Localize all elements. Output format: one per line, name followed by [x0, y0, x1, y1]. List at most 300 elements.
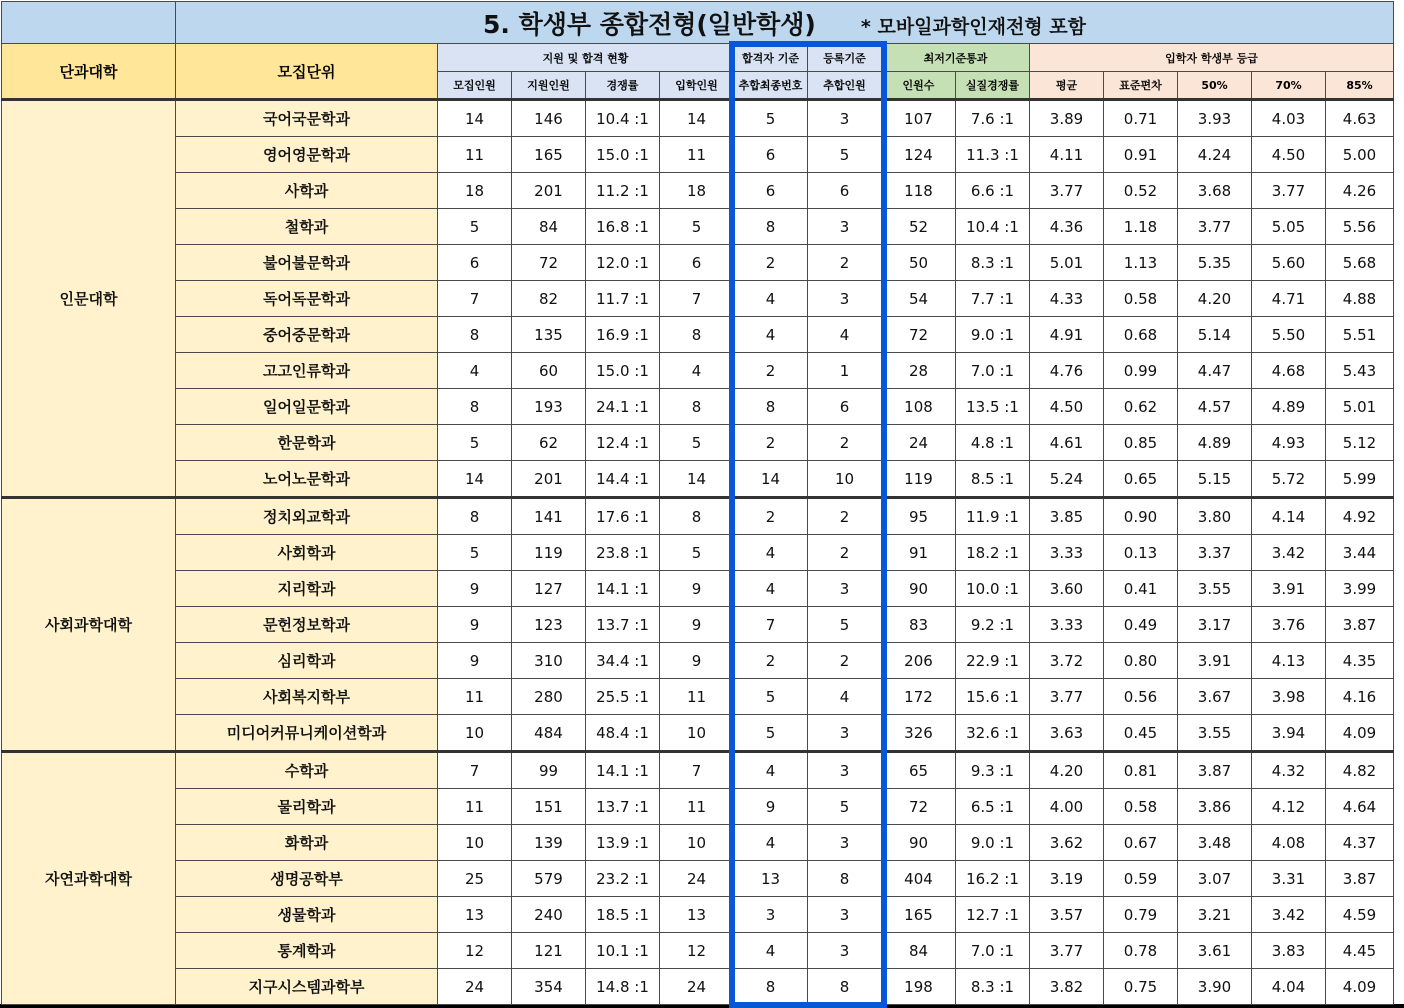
- data-cell: 4: [438, 353, 512, 389]
- data-cell: 0.56: [1104, 679, 1178, 715]
- data-cell: 5: [660, 535, 734, 571]
- data-cell: 10: [808, 461, 882, 498]
- data-cell: 4.13: [1252, 643, 1326, 679]
- data-cell: 3.33: [1030, 607, 1104, 643]
- dept-name: 수학과: [176, 752, 438, 789]
- dept-name: 독어독문학과: [176, 281, 438, 317]
- dept-name: 철학과: [176, 209, 438, 245]
- page-subtitle: * 모바일과학인재전형 포함: [860, 15, 1086, 38]
- data-cell: 0.49: [1104, 607, 1178, 643]
- data-cell: 9: [734, 789, 808, 825]
- data-cell: 5.00: [1326, 137, 1394, 173]
- data-cell: 3.77: [1030, 933, 1104, 969]
- dept-name: 일어일문학과: [176, 389, 438, 425]
- data-cell: 6.5 :1: [956, 789, 1030, 825]
- dept-name: 불어불문학과: [176, 245, 438, 281]
- data-cell: 4.71: [1252, 281, 1326, 317]
- dept-name: 미디어커뮤니케이션학과: [176, 715, 438, 752]
- data-cell: 65: [882, 752, 956, 789]
- data-cell: 3.33: [1030, 535, 1104, 571]
- data-cell: 72: [882, 789, 956, 825]
- data-cell: 4.11: [1030, 137, 1104, 173]
- data-cell: 14: [660, 100, 734, 137]
- data-cell: 5: [660, 425, 734, 461]
- data-cell: 13.7 :1: [586, 607, 660, 643]
- header-grade-group: 입학자 학생부 등급: [1030, 44, 1394, 72]
- data-cell: 9: [438, 571, 512, 607]
- data-cell: 3: [808, 715, 882, 752]
- data-cell: 4: [734, 317, 808, 353]
- data-cell: 4.93: [1252, 425, 1326, 461]
- data-cell: 0.85: [1104, 425, 1178, 461]
- table-row: [2, 209, 1394, 245]
- data-cell: 4.76: [1030, 353, 1104, 389]
- data-cell: 8: [438, 498, 512, 535]
- data-cell: 5: [734, 100, 808, 137]
- data-cell: 5.01: [1030, 245, 1104, 281]
- data-cell: 3.86: [1178, 789, 1252, 825]
- college-name: 인문대학: [2, 100, 176, 498]
- data-cell: 13: [660, 897, 734, 933]
- data-cell: 4.33: [1030, 281, 1104, 317]
- data-cell: 3.90: [1178, 969, 1252, 1005]
- data-cell: 5.56: [1326, 209, 1394, 245]
- data-cell: 151: [512, 789, 586, 825]
- data-cell: 9: [438, 643, 512, 679]
- data-cell: 11: [438, 137, 512, 173]
- data-cell: 15.6 :1: [956, 679, 1030, 715]
- header-college: 단과대학: [2, 44, 176, 100]
- data-cell: 3.83: [1252, 933, 1326, 969]
- data-cell: 24: [660, 861, 734, 897]
- dept-name: 지구시스템과학부: [176, 969, 438, 1005]
- title-cell: [176, 2, 1394, 44]
- data-cell: 18: [660, 173, 734, 209]
- data-cell: 0.68: [1104, 317, 1178, 353]
- data-cell: 3.77: [1030, 679, 1104, 715]
- subheader-cell: 실질경쟁률: [956, 72, 1030, 100]
- data-cell: 5.24: [1030, 461, 1104, 498]
- data-cell: 6: [438, 245, 512, 281]
- table-row: [2, 679, 1394, 715]
- data-cell: 3.77: [1252, 173, 1326, 209]
- data-cell: 8: [438, 317, 512, 353]
- data-cell: 3: [808, 933, 882, 969]
- dept-name: 생명공학부: [176, 861, 438, 897]
- data-cell: 165: [512, 137, 586, 173]
- data-cell: 8: [734, 969, 808, 1005]
- table-row: [2, 535, 1394, 571]
- data-cell: 326: [882, 715, 956, 752]
- data-cell: 484: [512, 715, 586, 752]
- data-cell: 32.6 :1: [956, 715, 1030, 752]
- data-cell: 3.76: [1252, 607, 1326, 643]
- data-cell: 84: [512, 209, 586, 245]
- data-cell: 4.32: [1252, 752, 1326, 789]
- header-reg-basis: 등록기준: [808, 44, 882, 72]
- data-cell: 5: [660, 209, 734, 245]
- subheader-cell: 인원수: [882, 72, 956, 100]
- data-cell: 83: [882, 607, 956, 643]
- data-cell: 8: [660, 498, 734, 535]
- data-cell: 7: [660, 281, 734, 317]
- header-pass-basis: 합격자 기준: [734, 44, 808, 72]
- subheader-cell: 지원인원: [512, 72, 586, 100]
- data-cell: 14.1 :1: [586, 752, 660, 789]
- table-row: [2, 353, 1394, 389]
- table-row: [2, 498, 1394, 535]
- data-cell: 11.2 :1: [586, 173, 660, 209]
- subheader-cell: 모집인원: [438, 72, 512, 100]
- data-cell: 8: [438, 389, 512, 425]
- data-cell: 91: [882, 535, 956, 571]
- data-cell: 4.59: [1326, 897, 1394, 933]
- data-cell: 3.67: [1178, 679, 1252, 715]
- data-cell: 18: [438, 173, 512, 209]
- data-cell: 82: [512, 281, 586, 317]
- data-cell: 4: [734, 825, 808, 861]
- subheader-cell: 70%: [1252, 72, 1326, 100]
- data-cell: 3.99: [1326, 571, 1394, 607]
- data-cell: 5.35: [1178, 245, 1252, 281]
- data-cell: 52: [882, 209, 956, 245]
- data-cell: 4: [734, 933, 808, 969]
- data-cell: 6: [734, 173, 808, 209]
- data-cell: 3.55: [1178, 571, 1252, 607]
- data-cell: 0.80: [1104, 643, 1178, 679]
- data-cell: 14: [660, 461, 734, 498]
- data-cell: 15.0 :1: [586, 137, 660, 173]
- data-cell: 4.50: [1030, 389, 1104, 425]
- data-cell: 10.0 :1: [956, 571, 1030, 607]
- data-cell: 5.43: [1326, 353, 1394, 389]
- data-cell: 3.72: [1030, 643, 1104, 679]
- data-cell: 0.81: [1104, 752, 1178, 789]
- data-cell: 5: [734, 679, 808, 715]
- data-cell: 8: [734, 389, 808, 425]
- data-cell: 15.0 :1: [586, 353, 660, 389]
- data-cell: 4: [734, 571, 808, 607]
- subheader-cell: 50%: [1178, 72, 1252, 100]
- data-cell: 3.63: [1030, 715, 1104, 752]
- data-cell: 0.71: [1104, 100, 1178, 137]
- data-cell: 3: [808, 825, 882, 861]
- table-row: [2, 100, 1394, 137]
- data-cell: 14.1 :1: [586, 571, 660, 607]
- data-cell: 2: [808, 498, 882, 535]
- subheader-cell: 85%: [1326, 72, 1394, 100]
- data-cell: 5: [438, 535, 512, 571]
- data-cell: 16.2 :1: [956, 861, 1030, 897]
- dept-name: 고고인류학과: [176, 353, 438, 389]
- data-cell: 2: [808, 535, 882, 571]
- dept-name: 영어영문학과: [176, 137, 438, 173]
- data-cell: 7.6 :1: [956, 100, 1030, 137]
- data-cell: 3.61: [1178, 933, 1252, 969]
- data-cell: 1.13: [1104, 245, 1178, 281]
- data-cell: 10.1 :1: [586, 933, 660, 969]
- data-cell: 193: [512, 389, 586, 425]
- data-cell: 0.67: [1104, 825, 1178, 861]
- data-cell: 123: [512, 607, 586, 643]
- data-cell: 4.24: [1178, 137, 1252, 173]
- data-cell: 4.64: [1326, 789, 1394, 825]
- data-cell: 11: [660, 137, 734, 173]
- data-cell: 14: [734, 461, 808, 498]
- data-cell: 12.0 :1: [586, 245, 660, 281]
- dept-name: 중어중문학과: [176, 317, 438, 353]
- dept-name: 생물학과: [176, 897, 438, 933]
- data-cell: 72: [882, 317, 956, 353]
- data-cell: 11.7 :1: [586, 281, 660, 317]
- data-cell: 9: [660, 643, 734, 679]
- data-cell: 10.4 :1: [956, 209, 1030, 245]
- data-cell: 2: [734, 498, 808, 535]
- header-dept: 모집단위: [176, 44, 438, 100]
- data-cell: 4.35: [1326, 643, 1394, 679]
- data-cell: 3: [808, 752, 882, 789]
- subheader-cell: 경쟁률: [586, 72, 660, 100]
- data-cell: 0.99: [1104, 353, 1178, 389]
- data-cell: 240: [512, 897, 586, 933]
- data-cell: 0.75: [1104, 969, 1178, 1005]
- table-row: [2, 825, 1394, 861]
- data-cell: 172: [882, 679, 956, 715]
- data-cell: 4: [734, 752, 808, 789]
- data-cell: 25: [438, 861, 512, 897]
- data-cell: 11: [660, 789, 734, 825]
- data-cell: 6: [808, 389, 882, 425]
- data-cell: 0.59: [1104, 861, 1178, 897]
- table-row: [2, 715, 1394, 752]
- data-cell: 10: [660, 715, 734, 752]
- data-cell: 107: [882, 100, 956, 137]
- data-cell: 139: [512, 825, 586, 861]
- data-cell: 5: [438, 425, 512, 461]
- table-row: [2, 861, 1394, 897]
- data-cell: 0.90: [1104, 498, 1178, 535]
- data-cell: 0.41: [1104, 571, 1178, 607]
- data-cell: 2: [734, 245, 808, 281]
- dept-name: 사학과: [176, 173, 438, 209]
- data-cell: 7: [734, 607, 808, 643]
- data-cell: 2: [734, 353, 808, 389]
- table-row: [2, 933, 1394, 969]
- dept-name: 화학과: [176, 825, 438, 861]
- data-cell: 5: [808, 789, 882, 825]
- dept-name: 사회학과: [176, 535, 438, 571]
- data-cell: 17.6 :1: [586, 498, 660, 535]
- data-cell: 5.68: [1326, 245, 1394, 281]
- subheader-cell: 입학인원: [660, 72, 734, 100]
- data-cell: 13: [734, 861, 808, 897]
- table-row: [2, 137, 1394, 173]
- data-cell: 5: [734, 715, 808, 752]
- table-row: [2, 461, 1394, 498]
- data-cell: 3.89: [1030, 100, 1104, 137]
- data-cell: 14: [438, 100, 512, 137]
- table-row: [2, 317, 1394, 353]
- data-cell: 3.94: [1252, 715, 1326, 752]
- data-cell: 354: [512, 969, 586, 1005]
- table-row: [2, 897, 1394, 933]
- data-cell: 24: [438, 969, 512, 1005]
- table-row: [2, 245, 1394, 281]
- data-cell: 1: [808, 353, 882, 389]
- data-cell: 3.77: [1030, 173, 1104, 209]
- table-row: [2, 969, 1394, 1005]
- data-cell: 34.4 :1: [586, 643, 660, 679]
- data-cell: 23.2 :1: [586, 861, 660, 897]
- data-cell: 3.77: [1178, 209, 1252, 245]
- data-cell: 12.4 :1: [586, 425, 660, 461]
- title-left-cell: [2, 2, 176, 44]
- data-cell: 13.9 :1: [586, 825, 660, 861]
- data-cell: 4.37: [1326, 825, 1394, 861]
- data-cell: 0.78: [1104, 933, 1178, 969]
- data-cell: 0.58: [1104, 281, 1178, 317]
- data-cell: 24: [882, 425, 956, 461]
- dept-name: 국어국문학과: [176, 100, 438, 137]
- data-cell: 5.14: [1178, 317, 1252, 353]
- data-cell: 16.8 :1: [586, 209, 660, 245]
- data-cell: 9.2 :1: [956, 607, 1030, 643]
- data-cell: 3.55: [1178, 715, 1252, 752]
- table-row: [2, 173, 1394, 209]
- data-cell: 5.12: [1326, 425, 1394, 461]
- header-apply-group: 지원 및 합격 현황: [438, 44, 734, 72]
- data-cell: 3.60: [1030, 571, 1104, 607]
- data-cell: 4.08: [1252, 825, 1326, 861]
- data-cell: 0.45: [1104, 715, 1178, 752]
- data-cell: 9.0 :1: [956, 317, 1030, 353]
- data-cell: 4.8 :1: [956, 425, 1030, 461]
- data-cell: 0.65: [1104, 461, 1178, 498]
- data-cell: 3: [808, 897, 882, 933]
- data-cell: 4.09: [1326, 715, 1394, 752]
- data-cell: 8: [734, 209, 808, 245]
- subheader-cell: 평균: [1030, 72, 1104, 100]
- data-cell: 50: [882, 245, 956, 281]
- dept-name: 지리학과: [176, 571, 438, 607]
- data-cell: 4: [734, 281, 808, 317]
- dept-name: 물리학과: [176, 789, 438, 825]
- data-cell: 28: [882, 353, 956, 389]
- data-cell: 4.91: [1030, 317, 1104, 353]
- data-cell: 0.62: [1104, 389, 1178, 425]
- data-cell: 7.7 :1: [956, 281, 1030, 317]
- data-cell: 4.20: [1178, 281, 1252, 317]
- college-name: 자연과학대학: [2, 752, 176, 1005]
- data-cell: 0.91: [1104, 137, 1178, 173]
- data-cell: 12.7 :1: [956, 897, 1030, 933]
- data-cell: 7: [438, 281, 512, 317]
- data-cell: 24: [660, 969, 734, 1005]
- data-cell: 3.44: [1326, 535, 1394, 571]
- data-cell: 4.47: [1178, 353, 1252, 389]
- data-cell: 3: [808, 281, 882, 317]
- data-cell: 25.5 :1: [586, 679, 660, 715]
- data-cell: 124: [882, 137, 956, 173]
- data-cell: 3.87: [1178, 752, 1252, 789]
- data-cell: 0.13: [1104, 535, 1178, 571]
- data-cell: 141: [512, 498, 586, 535]
- data-cell: 5.51: [1326, 317, 1394, 353]
- data-cell: 5: [808, 137, 882, 173]
- data-cell: 3: [808, 100, 882, 137]
- data-cell: 60: [512, 353, 586, 389]
- subheader-cell: 표준편차: [1104, 72, 1178, 100]
- data-cell: 11.9 :1: [956, 498, 1030, 535]
- data-cell: 2: [808, 245, 882, 281]
- data-cell: 11: [660, 679, 734, 715]
- data-cell: 3.21: [1178, 897, 1252, 933]
- data-cell: 8: [808, 969, 882, 1005]
- data-cell: 72: [512, 245, 586, 281]
- data-cell: 7: [438, 752, 512, 789]
- data-cell: 119: [512, 535, 586, 571]
- data-cell: 5.01: [1326, 389, 1394, 425]
- data-cell: 4.50: [1252, 137, 1326, 173]
- data-cell: 310: [512, 643, 586, 679]
- data-cell: 4.04: [1252, 969, 1326, 1005]
- data-cell: 4.82: [1326, 752, 1394, 789]
- data-cell: 3.93: [1178, 100, 1252, 137]
- dept-name: 한문학과: [176, 425, 438, 461]
- data-cell: 48.4 :1: [586, 715, 660, 752]
- data-cell: 3: [808, 209, 882, 245]
- data-cell: 6: [808, 173, 882, 209]
- data-cell: 3: [808, 571, 882, 607]
- data-cell: 3.42: [1252, 897, 1326, 933]
- data-cell: 3.42: [1252, 535, 1326, 571]
- data-cell: 3.37: [1178, 535, 1252, 571]
- data-cell: 3.57: [1030, 897, 1104, 933]
- data-cell: 135: [512, 317, 586, 353]
- data-cell: 1.18: [1104, 209, 1178, 245]
- data-cell: 3.31: [1252, 861, 1326, 897]
- data-cell: 9.3 :1: [956, 752, 1030, 789]
- data-cell: 54: [882, 281, 956, 317]
- data-cell: 13: [438, 897, 512, 933]
- data-cell: 2: [734, 425, 808, 461]
- data-cell: 24.1 :1: [586, 389, 660, 425]
- data-cell: 3.62: [1030, 825, 1104, 861]
- data-cell: 14.4 :1: [586, 461, 660, 498]
- table-row: [2, 643, 1394, 679]
- data-cell: 10: [438, 715, 512, 752]
- data-cell: 9.0 :1: [956, 825, 1030, 861]
- data-cell: 8.3 :1: [956, 969, 1030, 1005]
- data-cell: 6: [660, 245, 734, 281]
- dept-name: 사회복지학부: [176, 679, 438, 715]
- dept-name: 문헌정보학과: [176, 607, 438, 643]
- data-cell: 8.5 :1: [956, 461, 1030, 498]
- college-name: 사회과학대학: [2, 498, 176, 752]
- data-cell: 62: [512, 425, 586, 461]
- subheader-cell: 추합최종번호: [734, 72, 808, 100]
- data-cell: 95: [882, 498, 956, 535]
- data-cell: 7: [660, 752, 734, 789]
- table-row: [2, 789, 1394, 825]
- table-row: [2, 571, 1394, 607]
- data-cell: 4: [734, 535, 808, 571]
- data-cell: 10: [660, 825, 734, 861]
- data-cell: 4.68: [1252, 353, 1326, 389]
- data-cell: 6.6 :1: [956, 173, 1030, 209]
- data-cell: 3.80: [1178, 498, 1252, 535]
- data-cell: 13.5 :1: [956, 389, 1030, 425]
